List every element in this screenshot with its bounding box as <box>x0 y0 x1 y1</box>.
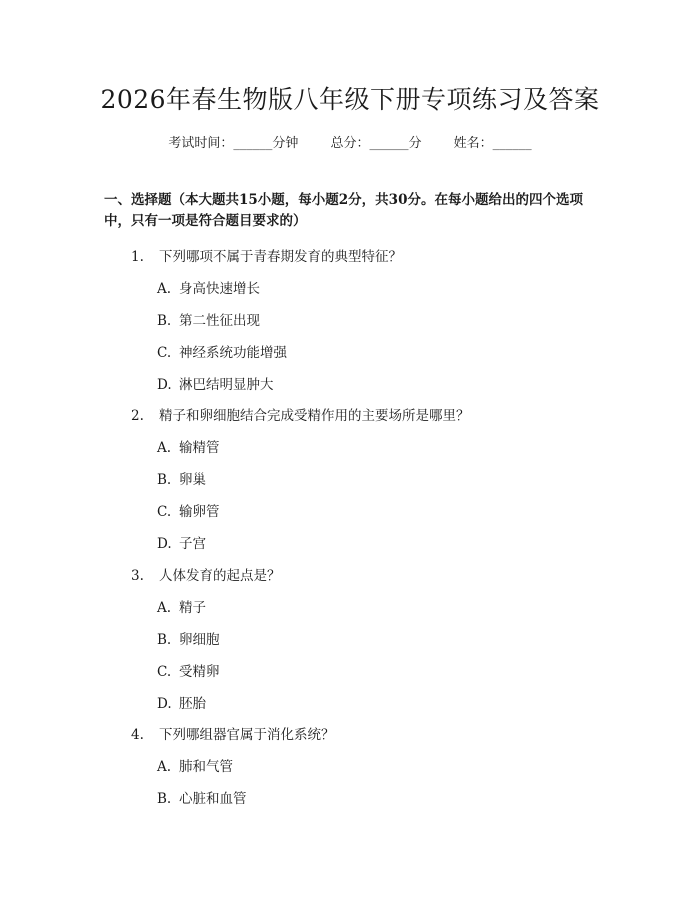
option-text: 受精卵 <box>179 664 220 680</box>
exam-time-field <box>168 136 302 151</box>
student-name-field <box>454 136 532 151</box>
student-name-blank: ______ <box>492 136 532 151</box>
exam-time-unit: 分钟 <box>272 136 299 151</box>
option-letter: A. <box>157 440 172 456</box>
question-number: 4. <box>131 727 144 743</box>
option-2c <box>157 500 220 520</box>
question-text: 人体发育的起点是？ <box>159 568 281 584</box>
option-letter: D. <box>157 377 172 393</box>
total-score-unit: 分 <box>408 136 422 151</box>
question-number: 1. <box>131 249 144 265</box>
question-text: 下列哪项不属于青春期发育的典型特征？ <box>159 249 402 265</box>
option-letter: D. <box>157 696 172 712</box>
option-1d <box>157 373 274 393</box>
option-text: 输卵管 <box>179 504 220 520</box>
total-score-blank: ______ <box>369 136 409 151</box>
page-title: 2026年春生物版八年级下册专项练习及答案 <box>100 85 600 114</box>
option-text: 精子 <box>179 600 206 616</box>
option-3c <box>157 660 220 680</box>
student-name-label: 姓名： <box>453 136 493 151</box>
option-text: 肺和气管 <box>179 759 233 775</box>
option-text: 身高快速增长 <box>179 281 260 297</box>
option-text: 胚胎 <box>179 696 206 712</box>
question-1 <box>131 245 402 265</box>
question-3 <box>131 564 281 584</box>
option-text: 第二性征出现 <box>179 313 260 329</box>
option-2d <box>157 532 206 552</box>
option-4b <box>157 787 247 807</box>
option-3d <box>157 692 206 712</box>
question-text: 精子和卵细胞结合完成受精作用的主要场所是哪里？ <box>159 408 470 424</box>
option-letter: C. <box>157 504 172 520</box>
option-text: 心脏和血管 <box>179 791 247 807</box>
question-4 <box>131 723 335 743</box>
option-2b <box>157 468 206 488</box>
option-text: 卵巢 <box>179 472 206 488</box>
option-text: 输精管 <box>179 440 220 456</box>
question-text: 下列哪组器官属于消化系统？ <box>159 727 335 743</box>
option-letter: D. <box>157 536 172 552</box>
question-number: 3. <box>131 568 144 584</box>
exam-time-label: 考试时间： <box>168 136 234 151</box>
option-letter: B. <box>157 472 172 488</box>
option-text: 子宫 <box>179 536 206 552</box>
exam-time-blank: ______ <box>233 136 273 151</box>
option-4a <box>157 755 233 775</box>
option-1b <box>157 309 260 329</box>
total-score-label: 总分： <box>330 136 370 151</box>
option-letter: B. <box>157 791 172 807</box>
option-letter: A. <box>157 600 172 616</box>
exam-info-line <box>0 132 700 151</box>
option-letter: C. <box>157 664 172 680</box>
option-letter: A. <box>157 759 172 775</box>
option-1a <box>157 277 260 297</box>
option-letter: B. <box>157 632 172 648</box>
section-heading: 一、选择题（本大题共15小题，每小题2分，共30分。在每小题给出的四个选项中，只有一项是符合题目要求的） <box>104 192 583 229</box>
option-letter: C. <box>157 345 172 361</box>
question-2 <box>131 404 470 424</box>
option-letter: A. <box>157 281 172 297</box>
total-score-field <box>330 136 425 151</box>
option-1c <box>157 341 287 361</box>
option-2a <box>157 436 220 456</box>
option-letter: B. <box>157 313 172 329</box>
option-3b <box>157 628 220 648</box>
question-number: 2. <box>131 408 144 424</box>
option-text: 卵细胞 <box>179 632 220 648</box>
option-3a <box>157 596 206 616</box>
option-text: 淋巴结明显肿大 <box>179 377 274 393</box>
option-text: 神经系统功能增强 <box>179 345 287 361</box>
